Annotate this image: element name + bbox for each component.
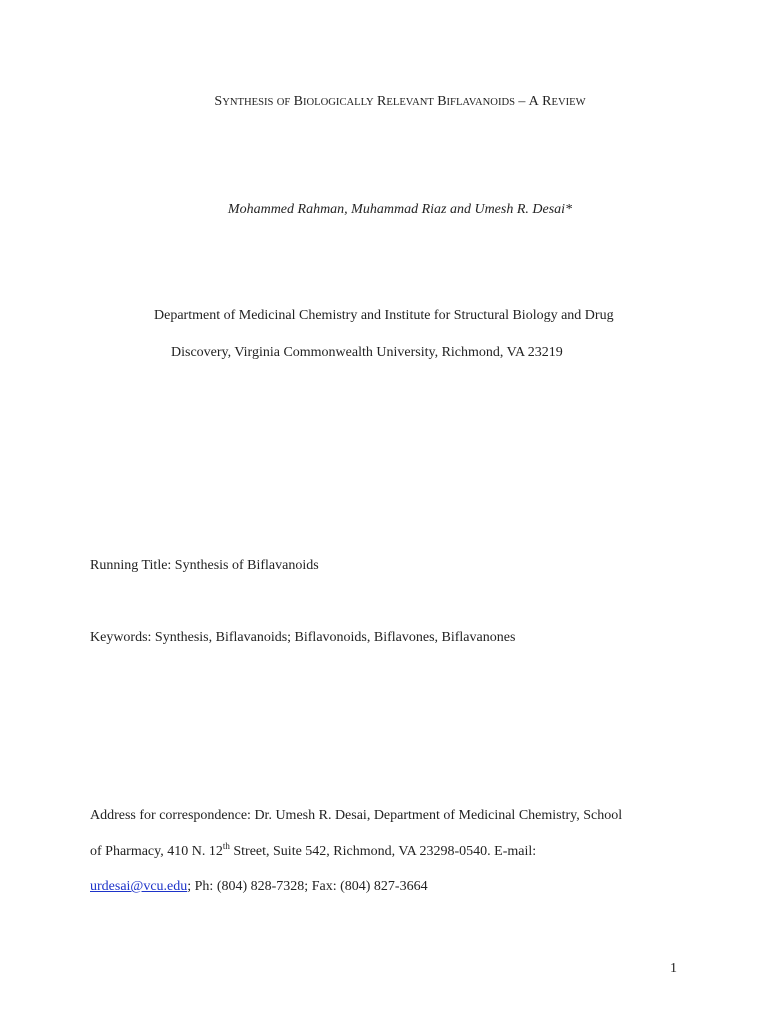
affiliation-line-1: Department of Medicinal Chemistry and Institute for Structural Biology and Drug — [154, 308, 614, 323]
keywords: Keywords: Synthesis, Biflavanoids; Biflavonoids, Biflavones, Biflavanones — [90, 630, 516, 645]
paper-title — [0, 92, 768, 112]
title-cap: A — [528, 94, 539, 109]
ordinal-superscript: th — [222, 841, 230, 851]
title-cap: B — [293, 94, 303, 109]
title-cap: R — [542, 94, 552, 109]
correspondence-line-3 — [90, 878, 428, 896]
page-number: 1 — [670, 961, 677, 976]
title-cap: S — [214, 94, 223, 109]
title-dash: – — [518, 94, 526, 109]
affiliation-line-2: Discovery, Virginia Commonwealth University, Richmond, VA 23219 — [171, 345, 563, 360]
correspondence-line-1: Address for correspondence: Dr. Umesh R. Desai, Department of Medicinal Chemistry, School — [90, 808, 623, 823]
title-cap: R — [377, 94, 387, 109]
title-smallcaps: ELEVANT — [386, 97, 434, 108]
correspondence-line-2 — [90, 843, 536, 861]
running-title: Running Title: Synthesis of Biflavanoids — [90, 558, 319, 573]
email-link[interactable]: urdesai@vcu.edu — [90, 879, 188, 894]
title-smallcaps: IFLAVANOIDS — [446, 97, 516, 108]
title-smallcaps: EVIEW — [551, 97, 586, 108]
correspondence-address-part: Street, Suite 542, Richmond, VA 23298-0540. E-mail: — [229, 844, 537, 859]
author-list: Mohammed Rahman, Muhammad Riaz and Umesh R. Desai* — [227, 202, 573, 217]
correspondence-address-part: of Pharmacy, 410 N. 12 — [90, 844, 223, 859]
title-cap: B — [437, 94, 447, 109]
phone-fax: ; Ph: (804) 828-7328; Fax: (804) 827-3664 — [187, 879, 428, 894]
title-smallcaps: OF — [276, 97, 291, 108]
title-smallcaps: YNTHESIS — [222, 97, 274, 108]
title-smallcaps: IOLOGICALLY — [302, 97, 374, 108]
